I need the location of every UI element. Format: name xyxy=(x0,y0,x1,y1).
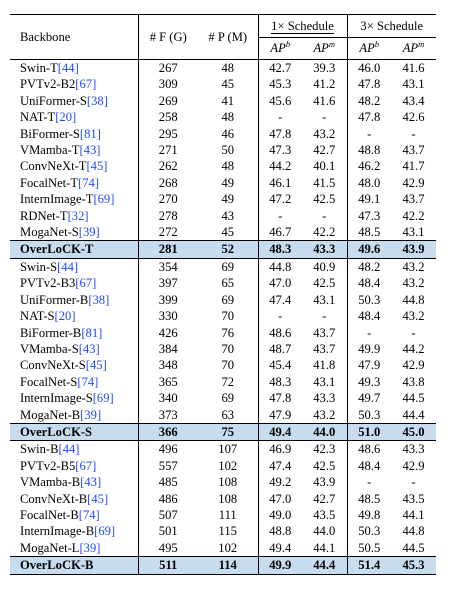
cell-s3m: 41.7 xyxy=(402,159,425,174)
cell-s1b: 47.0 xyxy=(269,276,292,291)
header-3x-apb: $AP^b$ xyxy=(347,38,391,60)
cell-s1b: 48.7 xyxy=(269,341,292,356)
cell-f: 507 xyxy=(158,507,178,522)
cell-s1m: 43.7 xyxy=(302,341,347,357)
header-1x-apm: $AP^m$ xyxy=(302,38,347,60)
cell-f: 262 xyxy=(158,159,178,174)
cell-f: 557 xyxy=(158,458,178,473)
cell-f: 268 xyxy=(158,175,178,190)
highlight-cell-s1b: 49.9 xyxy=(258,557,302,574)
cell-f: 496 xyxy=(138,441,198,458)
cell-p: 65 xyxy=(198,275,258,291)
cell-s3b: 48.5 xyxy=(358,491,381,506)
backbone-name: ConvNeXt-S[45] xyxy=(10,357,138,373)
cell-f: 270 xyxy=(158,192,178,207)
cell-s3m: 44.5 xyxy=(402,391,425,406)
backbone-name: UniFormer-S[38] xyxy=(10,93,138,109)
cell-s1m: 43.2 xyxy=(302,126,347,142)
table-row xyxy=(10,292,436,308)
cell-f: 330 xyxy=(158,309,178,324)
citation-link[interactable]: [67] xyxy=(75,276,97,291)
cell-s3m: 44.5 xyxy=(402,540,425,555)
header-schedule-3x xyxy=(347,15,436,38)
cell-s1b: 47.4 xyxy=(269,292,292,307)
citation-link[interactable]: [45] xyxy=(85,358,107,373)
cell-s1b: 48.6 xyxy=(269,325,292,340)
table-row xyxy=(10,258,436,275)
cell-p: 70 xyxy=(198,308,258,324)
backbone-name: VMamba-S[43] xyxy=(10,341,138,357)
cell-p: 76 xyxy=(198,325,258,341)
cell-s3b: 49.9 xyxy=(358,341,381,356)
cell-p: 41 xyxy=(198,93,258,109)
cell-s1b: 45.3 xyxy=(269,77,292,92)
header-row-1 xyxy=(10,15,436,38)
cell-p: 69 xyxy=(198,292,258,308)
cell-s1m: 40.1 xyxy=(302,158,347,174)
cell-p: 115 xyxy=(198,523,258,539)
cell-s3m: - xyxy=(411,126,416,141)
backbone-name: Swin-B[44] xyxy=(10,441,138,458)
backbone-name: PVTv2-B5[67] xyxy=(10,458,138,474)
highlight-backbone-name: OverLoCK-B xyxy=(10,557,138,574)
backbone-name: FocalNet-T[74] xyxy=(10,175,138,191)
table-row xyxy=(10,341,436,357)
cell-s1m: 43.1 xyxy=(302,292,347,308)
citation-link[interactable]: [38] xyxy=(88,292,110,307)
highlight-cell-p: 75 xyxy=(198,423,258,440)
cell-s3b: 47.3 xyxy=(358,208,381,223)
cell-s3m: 44.1 xyxy=(402,507,425,522)
cell-f: 384 xyxy=(158,341,178,356)
cell-s3m: 43.7 xyxy=(402,143,425,158)
cell-p: 49 xyxy=(198,175,258,191)
citation-link[interactable]: [39] xyxy=(79,540,101,555)
cell-s1b: 49.0 xyxy=(269,507,292,522)
citation-link[interactable]: [67] xyxy=(75,458,97,473)
cell-s1b: 47.4 xyxy=(269,458,292,473)
citation-link[interactable]: [32] xyxy=(67,208,89,223)
cell-s1m: 41.5 xyxy=(302,175,347,191)
table-row xyxy=(10,390,436,406)
citation-link[interactable]: [74] xyxy=(78,507,100,522)
table-row xyxy=(10,60,436,77)
cell-s3b: 47.9 xyxy=(358,358,381,373)
cell-p: 46 xyxy=(198,126,258,142)
cell-s1b: 47.3 xyxy=(269,143,292,158)
cell-s1b: 47.8 xyxy=(269,391,292,406)
backbone-name: VMamba-B[43] xyxy=(10,474,138,490)
cell-p: 48 xyxy=(198,158,258,174)
cell-s3b: 47.8 xyxy=(358,77,381,92)
cell-s1m: 41.6 xyxy=(302,93,347,109)
cell-s1b: - xyxy=(278,208,283,223)
cell-p: 72 xyxy=(198,374,258,390)
cell-s3b: 49.1 xyxy=(358,192,381,207)
cell-s3b: 48.4 xyxy=(358,458,381,473)
citation-link[interactable]: [43] xyxy=(79,143,101,158)
cell-s1b: 44.8 xyxy=(258,258,302,275)
table-row xyxy=(10,275,436,291)
cell-s3m: - xyxy=(411,325,416,340)
cell-s1b: 48.8 xyxy=(269,524,292,539)
cell-s3b: 49.3 xyxy=(358,374,381,389)
table-row xyxy=(10,191,436,207)
table-row xyxy=(10,474,436,490)
cell-s3m: 43.2 xyxy=(402,309,425,324)
bottom-rule xyxy=(10,574,436,575)
cell-f: 397 xyxy=(158,276,178,291)
cell-f: 501 xyxy=(158,524,178,539)
cell-p: 108 xyxy=(198,474,258,490)
cell-f: 373 xyxy=(158,407,178,422)
results-table xyxy=(10,14,436,574)
backbone-name: FocalNet-S[74] xyxy=(10,374,138,390)
cell-s1m: 43.2 xyxy=(302,407,347,424)
citation-link[interactable]: [81] xyxy=(81,325,103,340)
citation-link[interactable]: [43] xyxy=(78,341,100,356)
cell-s3b: 47.8 xyxy=(358,110,381,125)
cell-s1m: 43.5 xyxy=(302,507,347,523)
backbone-name: BiFormer-S[81] xyxy=(10,126,138,142)
table-row xyxy=(10,540,436,557)
cell-s3m: 41.6 xyxy=(391,60,436,77)
cell-s3m: 42.9 xyxy=(402,358,425,373)
highlight-cell-s3b: 51.0 xyxy=(347,423,391,440)
highlight-cell-s1m: 43.3 xyxy=(302,241,347,258)
cell-s1m: 44.0 xyxy=(302,523,347,539)
cell-s1b: 47.2 xyxy=(269,192,292,207)
cell-s3b: 50.3 xyxy=(358,292,381,307)
cell-p: 70 xyxy=(198,357,258,373)
citation-link[interactable]: [69] xyxy=(93,192,115,207)
backbone-name: Swin-T[44] xyxy=(10,60,138,77)
backbone-name: InternImage-B[69] xyxy=(10,523,138,539)
header-schedule-1x xyxy=(258,15,347,38)
cell-f: 354 xyxy=(138,258,198,275)
cell-f: 495 xyxy=(158,540,178,555)
cell-s3m: 43.3 xyxy=(391,441,436,458)
citation-link[interactable]: [44] xyxy=(58,442,80,457)
cell-s1m: 43.1 xyxy=(302,374,347,390)
highlight-cell-s3b: 49.6 xyxy=(347,241,391,258)
cell-f: 399 xyxy=(158,292,178,307)
table-row xyxy=(10,224,436,241)
highlight-row xyxy=(10,423,436,440)
backbone-name: BiFormer-B[81] xyxy=(10,325,138,341)
cell-f: 295 xyxy=(158,126,178,141)
cell-p: 63 xyxy=(198,407,258,424)
highlight-backbone-name: OverLoCK-S xyxy=(10,423,138,440)
highlight-cell-f: 366 xyxy=(138,423,198,440)
cell-s1m: 42.5 xyxy=(302,191,347,207)
cell-s3m: 42.9 xyxy=(402,175,425,190)
citation-link[interactable]: [39] xyxy=(80,407,102,422)
cell-s3b: 50.5 xyxy=(358,540,381,555)
cell-p: 48 xyxy=(198,60,258,77)
cell-s1b: - xyxy=(278,309,283,324)
backbone-name: NAT-T[20] xyxy=(10,109,138,125)
backbone-name: Swin-S[44] xyxy=(10,258,138,275)
cell-s1m: 44.1 xyxy=(302,540,347,557)
cell-s3b: 50.3 xyxy=(358,407,381,422)
cell-s3m: 43.8 xyxy=(402,374,425,389)
cell-s1b: 47.8 xyxy=(269,126,292,141)
table-row xyxy=(10,325,436,341)
cell-s3b: 48.8 xyxy=(358,143,381,158)
table-row xyxy=(10,308,436,324)
citation-link[interactable]: [44] xyxy=(57,259,79,274)
highlight-cell-f: 281 xyxy=(138,241,198,258)
highlight-backbone-name: OverLoCK-T xyxy=(10,241,138,258)
citation-link[interactable]: [45] xyxy=(86,159,108,174)
cell-s3b: 49.8 xyxy=(358,507,381,522)
cell-s1b: - xyxy=(278,110,283,125)
table-row xyxy=(10,491,436,507)
cell-s3b: 49.7 xyxy=(358,391,381,406)
table-row xyxy=(10,441,436,458)
cell-s3m: 44.4 xyxy=(402,407,425,422)
backbone-name: InternImage-T[69] xyxy=(10,191,138,207)
citation-link[interactable]: [44] xyxy=(57,61,79,75)
cell-s3m: 43.1 xyxy=(402,225,425,240)
cell-s1b: 49.2 xyxy=(269,475,292,490)
cell-s3m: 42.9 xyxy=(402,458,425,473)
highlight-row xyxy=(10,557,436,574)
cell-p: 102 xyxy=(198,540,258,557)
cell-f: 258 xyxy=(158,110,178,125)
cell-s1m: - xyxy=(302,308,347,324)
cell-s3b: - xyxy=(367,126,372,141)
cell-f: 340 xyxy=(158,391,178,406)
backbone-name: PVTv2-B2[67] xyxy=(10,76,138,92)
backbone-name: PVTv2-B3[67] xyxy=(10,275,138,291)
highlight-cell-s3m: 45.3 xyxy=(391,557,436,574)
citation-link[interactable]: [38] xyxy=(86,93,108,108)
highlight-cell-f: 511 xyxy=(138,557,198,574)
cell-s3m: 43.4 xyxy=(402,93,425,108)
cell-f: 278 xyxy=(158,208,178,223)
cell-s1b: 47.0 xyxy=(269,491,292,506)
cell-s1m: 41.2 xyxy=(302,76,347,92)
cell-p: 49 xyxy=(198,191,258,207)
cell-s3b: 46.0 xyxy=(347,60,391,77)
table-row xyxy=(10,158,436,174)
table-row xyxy=(10,93,436,109)
table-row xyxy=(10,175,436,191)
cell-p: 45 xyxy=(198,224,258,241)
cell-s3m: - xyxy=(411,475,416,490)
header-1x-apb: $AP^b$ xyxy=(258,38,302,60)
cell-p: 48 xyxy=(198,109,258,125)
cell-s1b: 46.9 xyxy=(258,441,302,458)
citation-link[interactable]: [69] xyxy=(94,524,116,539)
cell-s1b: 48.3 xyxy=(269,374,292,389)
highlight-cell-p: 114 xyxy=(198,557,258,574)
cell-s3b: 50.3 xyxy=(358,524,381,539)
cell-s3m: 44.2 xyxy=(402,341,425,356)
backbone-name: UniFormer-B[38] xyxy=(10,292,138,308)
cell-s3b: 48.2 xyxy=(358,93,381,108)
citation-link[interactable]: [74] xyxy=(77,374,99,389)
citation-link[interactable]: [74] xyxy=(78,175,100,190)
cell-s1m: 43.9 xyxy=(302,474,347,490)
highlight-cell-s3m: 45.0 xyxy=(391,423,436,440)
highlight-cell-s1m: 44.0 xyxy=(302,423,347,440)
header-3x-apm: $AP^m$ xyxy=(391,38,436,60)
table-row xyxy=(10,407,436,424)
cell-s3b: 46.2 xyxy=(358,159,381,174)
cell-p: 70 xyxy=(198,341,258,357)
citation-link[interactable]: [81] xyxy=(79,126,101,141)
cell-s3b: 48.6 xyxy=(347,441,391,458)
citation-link[interactable]: [20] xyxy=(55,110,77,125)
cell-s1m: 42.7 xyxy=(302,491,347,507)
cell-s1m: 40.9 xyxy=(302,258,347,275)
table-row xyxy=(10,374,436,390)
cell-s1m: 42.5 xyxy=(302,458,347,474)
cell-p: 69 xyxy=(198,258,258,275)
backbone-name: ConvNeXt-B[45] xyxy=(10,491,138,507)
cell-f: 486 xyxy=(158,491,178,506)
citation-link[interactable]: [39] xyxy=(78,225,100,240)
cell-s1m: 42.7 xyxy=(302,142,347,158)
highlight-cell-s1b: 48.3 xyxy=(258,241,302,258)
table-row xyxy=(10,507,436,523)
highlight-cell-s3b: 51.4 xyxy=(347,557,391,574)
cell-s3b: 48.4 xyxy=(358,276,381,291)
cell-s1m: 42.2 xyxy=(302,224,347,241)
cell-s1b: 47.9 xyxy=(269,407,292,422)
cell-p: 108 xyxy=(198,491,258,507)
backbone-name: MogaNet-B[39] xyxy=(10,407,138,424)
cell-p: 69 xyxy=(198,390,258,406)
cell-f: 309 xyxy=(158,77,178,92)
cell-s1b: 44.2 xyxy=(269,159,292,174)
cell-s3b: - xyxy=(367,325,372,340)
highlight-cell-s1m: 44.4 xyxy=(302,557,347,574)
backbone-name: MogaNet-L[39] xyxy=(10,540,138,557)
backbone-name: MogaNet-S[39] xyxy=(10,224,138,241)
cell-s3m: 44.8 xyxy=(402,292,425,307)
table-row xyxy=(10,126,436,142)
backbone-name: FocalNet-B[74] xyxy=(10,507,138,523)
cell-f: 348 xyxy=(158,358,178,373)
cell-p: 45 xyxy=(198,76,258,92)
cell-p: 43 xyxy=(198,208,258,224)
cell-s1m: - xyxy=(302,208,347,224)
table-row xyxy=(10,76,436,92)
cell-f: 272 xyxy=(158,225,178,240)
table-row xyxy=(10,458,436,474)
cell-s1b: 46.7 xyxy=(269,225,292,240)
header-params: # P (M) xyxy=(198,15,258,60)
cell-s1m: - xyxy=(302,109,347,125)
cell-s3b: 48.4 xyxy=(358,309,381,324)
highlight-cell-s1b: 49.4 xyxy=(258,423,302,440)
cell-s1b: 49.4 xyxy=(269,540,292,555)
cell-p: 111 xyxy=(198,507,258,523)
cell-s1m: 41.8 xyxy=(302,357,347,373)
cell-p: 102 xyxy=(198,458,258,474)
cell-s3m: 44.8 xyxy=(402,524,425,539)
cell-s3b: 48.0 xyxy=(358,175,381,190)
cell-s3m: 43.5 xyxy=(402,491,425,506)
cell-s3b: 48.2 xyxy=(347,258,391,275)
cell-s1b: 46.1 xyxy=(269,175,292,190)
citation-link[interactable]: [45] xyxy=(87,491,109,506)
table-row xyxy=(10,357,436,373)
table-row xyxy=(10,142,436,158)
backbone-name: ConvNeXt-T[45] xyxy=(10,158,138,174)
cell-f: 426 xyxy=(158,325,178,340)
cell-s3m: 43.7 xyxy=(402,192,425,207)
cell-s3m: 43.2 xyxy=(391,258,436,275)
backbone-name: NAT-S[20] xyxy=(10,308,138,324)
header-flops: # F (G) xyxy=(138,15,198,60)
cell-f: 485 xyxy=(158,475,178,490)
cell-s3m: 42.2 xyxy=(402,208,425,223)
cell-s1m: 43.7 xyxy=(302,325,347,341)
table-row xyxy=(10,523,436,539)
cell-s3m: 42.6 xyxy=(402,110,425,125)
backbone-name: RDNet-T[32] xyxy=(10,208,138,224)
cell-f: 271 xyxy=(158,143,178,158)
cell-s1m: 42.5 xyxy=(302,275,347,291)
cell-f: 269 xyxy=(158,93,178,108)
cell-p: 107 xyxy=(198,441,258,458)
highlight-cell-s3m: 43.9 xyxy=(391,241,436,258)
highlight-row xyxy=(10,241,436,258)
cell-f: 267 xyxy=(138,60,198,77)
citation-link[interactable]: [43] xyxy=(80,475,102,490)
cell-s3b: - xyxy=(367,475,372,490)
cell-s1b: 42.7 xyxy=(258,60,302,77)
citation-link[interactable]: [20] xyxy=(54,309,76,324)
highlight-cell-p: 52 xyxy=(198,241,258,258)
cell-s1b: 45.4 xyxy=(269,358,292,373)
cell-f: 365 xyxy=(158,374,178,389)
backbone-name: InternImage-S[69] xyxy=(10,390,138,406)
cell-s3m: 43.2 xyxy=(402,276,425,291)
cell-s1b: 45.6 xyxy=(269,93,292,108)
cell-s1m: 42.3 xyxy=(302,441,347,458)
cell-s3b: 48.5 xyxy=(358,225,381,240)
table-row xyxy=(10,208,436,224)
table-row xyxy=(10,109,436,125)
citation-link[interactable]: [67] xyxy=(75,77,97,92)
schedule-3x-label: 3× Schedule xyxy=(360,19,424,33)
cell-s1m: 43.3 xyxy=(302,390,347,406)
schedule-1x-label: 1× Schedule xyxy=(271,19,334,33)
cell-s1m: 39.3 xyxy=(302,60,347,77)
backbone-name: VMamba-T[43] xyxy=(10,142,138,158)
citation-link[interactable]: [69] xyxy=(92,391,114,406)
header-backbone: Backbone xyxy=(10,15,138,60)
cell-p: 50 xyxy=(198,142,258,158)
cell-s3m: 43.1 xyxy=(402,77,425,92)
